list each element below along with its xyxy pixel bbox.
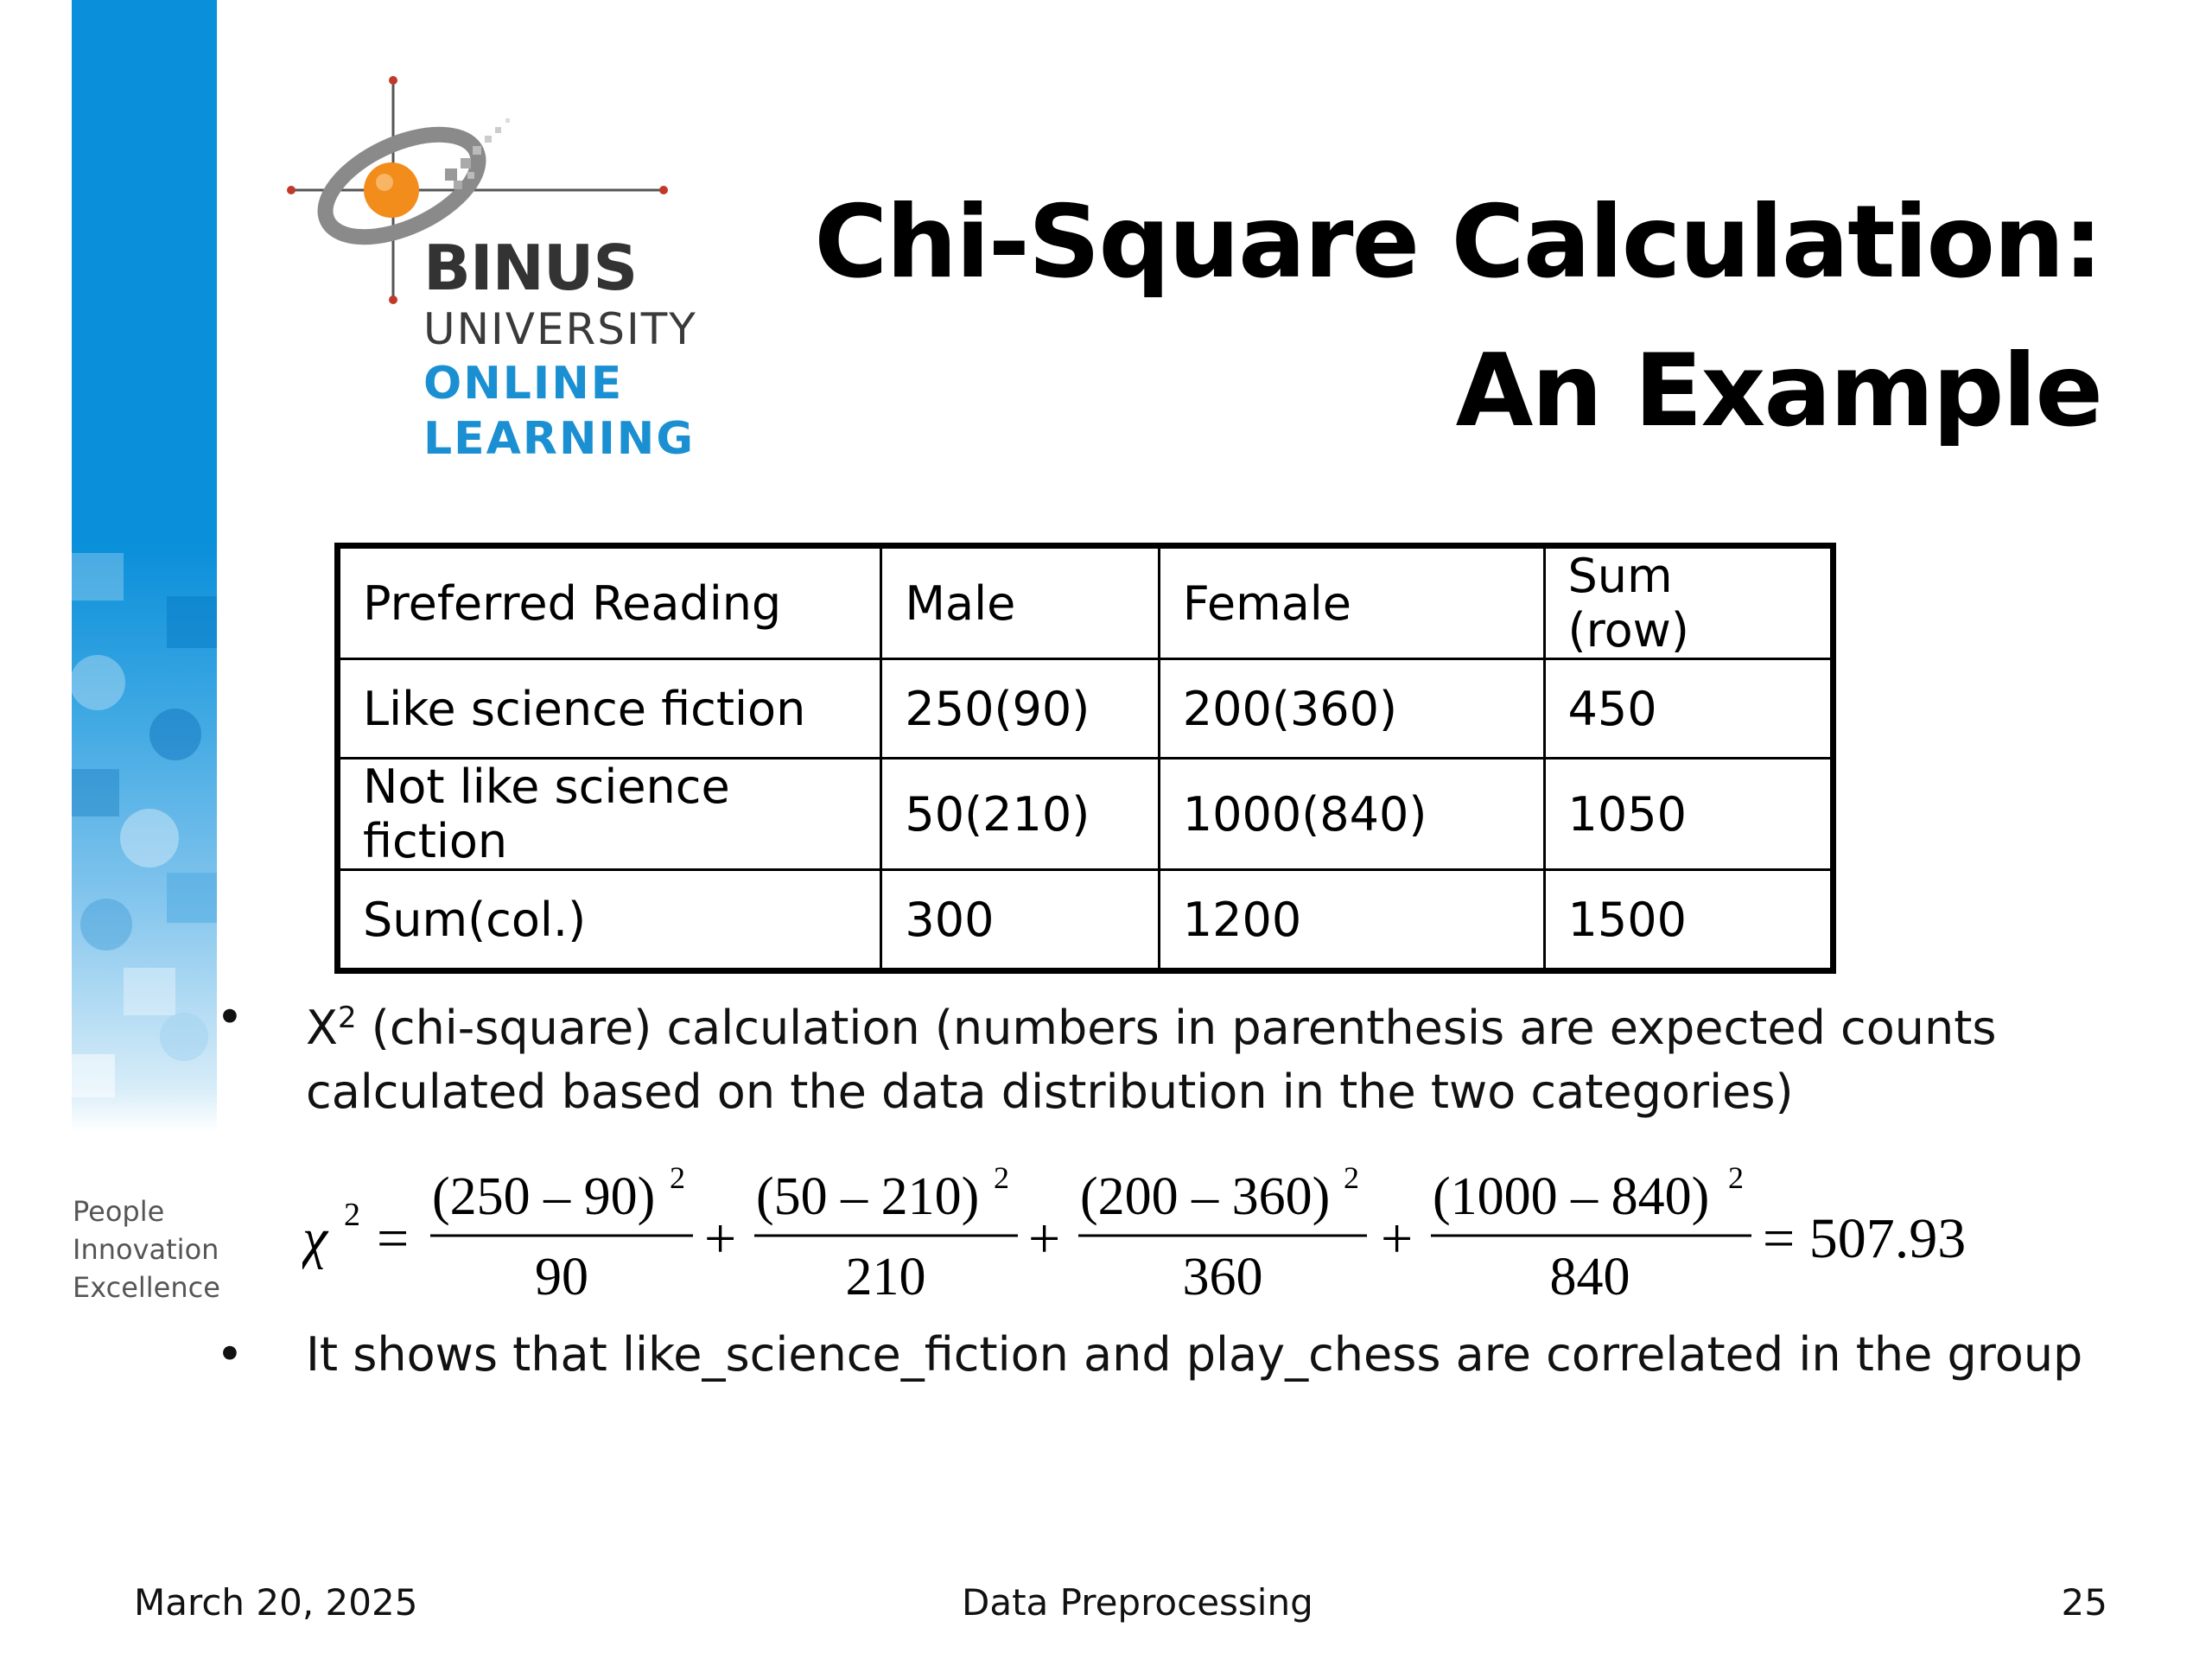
formula-denominator: 210 [845,1248,926,1305]
table-cell: 1200 [1159,870,1544,971]
bullet-dot: • [216,1327,244,1382]
table-header-cell: Male [881,546,1159,659]
formula-plus: + [1028,1207,1061,1270]
formula-plus: + [1381,1207,1414,1270]
bullet-2-text: It shows that like_science_fiction and play_chess are correlated in the group [306,1327,2083,1382]
table-header-cell: Female [1159,546,1544,659]
formula-plus: + [704,1207,737,1270]
title-line-2: An Example [1455,333,2101,449]
footer-page-number: 25 [2061,1581,2107,1624]
formula-denominator: 840 [1549,1248,1630,1305]
formula-equals: = [377,1207,410,1270]
chi-superscript: 2 [338,1001,357,1035]
formula-numerator: (200 – 360) [1080,1167,1331,1226]
formula-exponent: 2 [994,1160,1009,1195]
table-cell: 300 [881,870,1159,971]
table-cell: Not like science fiction [338,759,881,870]
formula-denominator: 90 [535,1248,588,1305]
table-cell: 200(360) [1159,659,1544,759]
table-cell: Sum(col.) [338,870,881,971]
table-header-row [338,546,1834,659]
table-cell: 450 [1544,659,1833,759]
formula-numerator: (250 – 90) [432,1167,656,1226]
logo-learning: LEARNING [423,413,696,465]
formula-numerator: (50 – 210) [756,1167,980,1226]
table-row [338,759,1834,870]
formula-chi-exponent: 2 [344,1197,360,1233]
tagline-people: People [73,1195,165,1228]
title-line-1: Chi-Square Calculation: [814,184,2101,301]
formula-numerator: (1000 – 840) [1433,1167,1710,1226]
table-row [338,870,1834,971]
slide-title [814,168,2101,466]
footer-topic: Data Preprocessing [962,1581,1313,1624]
table-header-cell: Sum (row) [1544,546,1833,659]
side-pattern-decoration [72,553,217,1141]
tagline [73,1192,245,1306]
table-row [338,659,1834,759]
tagline-excellence: Excellence [73,1271,220,1304]
formula-exponent: 2 [1728,1160,1744,1195]
binus-logo-text [423,233,697,467]
table-header-cell: Preferred Reading [338,546,881,659]
logo-binus: BINUS [423,232,638,304]
bullet-dot: • [216,990,244,1045]
formula-exponent: 2 [1344,1160,1359,1195]
contingency-table [334,543,1836,974]
table-cell: 1050 [1544,759,1833,870]
table-cell: 1000(840) [1159,759,1544,870]
footer-date: March 20, 2025 [134,1581,418,1624]
bullet-1-text: (chi-square) calculation (numbers in parenthesis are expected counts [356,1001,1997,1055]
chi-square-formula [302,1158,1996,1305]
table-cell: 250(90) [881,659,1159,759]
bullet-1-line-1 [306,981,1997,1065]
formula-result: = 507.93 [1763,1207,1967,1270]
table-cell: Like science fiction [338,659,881,759]
table-cell: 1500 [1544,870,1833,971]
logo-university: UNIVERSITY [423,304,697,354]
formula-denominator: 360 [1182,1248,1263,1305]
table-cell: 50(210) [881,759,1159,870]
formula-chi: χ [302,1207,328,1270]
formula-exponent: 2 [670,1160,685,1195]
chi-symbol: X [306,1001,338,1055]
tagline-innovation: Innovation [73,1233,219,1266]
bullet-1-line-2: calculated based on the data distribution in the two categories) [306,1065,1794,1119]
logo-online: ONLINE [423,358,624,410]
